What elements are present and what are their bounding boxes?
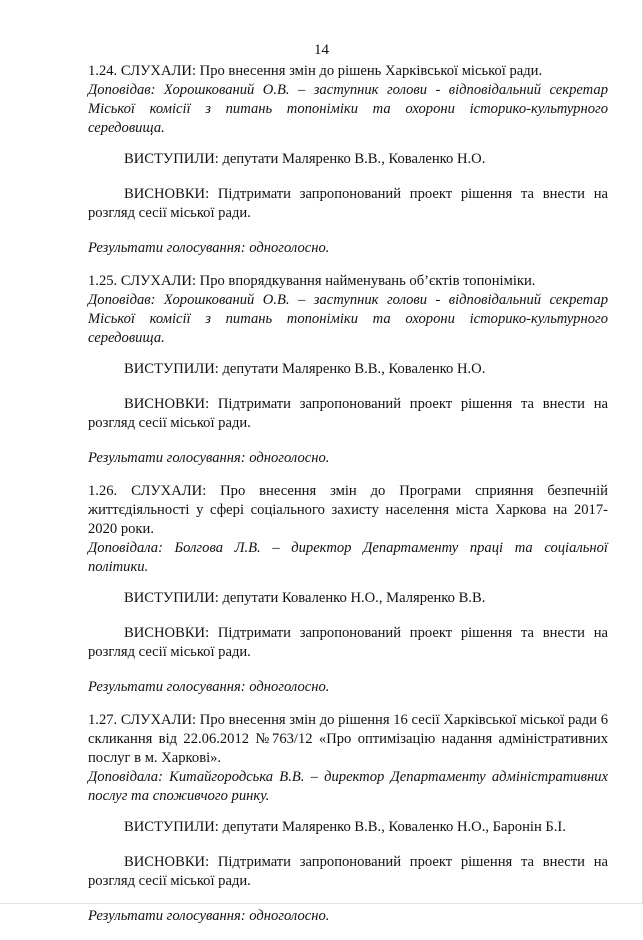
- item-conclusion: ВИСНОВКИ: Підтримати запропонований проект рішення та внести на розгляд сесії міської ради.: [88, 625, 608, 660]
- item-speaker: Доповідала: Болгова Л.В. – директор Департаменту праці та соціальної політики.: [88, 540, 608, 575]
- minutes-content: [88, 62, 608, 940]
- item-speakers-line: ВИСТУПИЛИ: депутати Маляренко В.В., Коваленко Н.О.: [124, 361, 486, 377]
- page-number: 14: [314, 42, 329, 58]
- item-conclusion: ВИСНОВКИ: Підтримати запропонований проект рішення та внести на розгляд сесії міської ради.: [88, 186, 608, 221]
- item-heading: 1.24. СЛУХАЛИ: Про внесення змін до рішень Харківської міської ради.: [88, 63, 543, 79]
- item-heading: 1.26. СЛУХАЛИ: Про внесення змін до Програми сприяння безпечній життєдіяльності у сфері соціального захисту населення міста Харкова на 2017-2020 роки.: [88, 483, 608, 537]
- agenda-item-1-25: [88, 272, 608, 468]
- item-heading: 1.27. СЛУХАЛИ: Про внесення змін до рішення 16 сесії Харківської міської ради 6 скликання від 22.06.2012 №763/12 «Про оптимізацію надання адміністративних послуг в м. Харкові».: [88, 712, 608, 766]
- item-speaker: Доповідав: Хорошкований О.В. – заступник голови - відповідальний секретар Міської комісії з питань топоніміки та охорони історико-культурного середовища.: [88, 82, 608, 136]
- agenda-item-1-26: [88, 482, 608, 697]
- agenda-item-1-24: [88, 62, 608, 258]
- item-conclusion: ВИСНОВКИ: Підтримати запропонований проект рішення та внести на розгляд сесії міської ради.: [88, 396, 608, 431]
- item-vote-result: Результати голосування: одноголосно.: [88, 679, 330, 695]
- item-speaker: Доповідала: Китайгородська В.В. – директор Департаменту адміністративних послуг та споживчого ринку.: [88, 769, 608, 804]
- item-speakers-line: ВИСТУПИЛИ: депутати Маляренко В.В., Коваленко Н.О., Баронін Б.І.: [124, 819, 566, 835]
- item-speakers-line: ВИСТУПИЛИ: депутати Коваленко Н.О., Маляренко В.В.: [124, 590, 486, 606]
- item-vote-result: Результати голосування: одноголосно.: [88, 908, 330, 924]
- item-speakers-line: ВИСТУПИЛИ: депутати Маляренко В.В., Коваленко Н.О.: [124, 151, 486, 167]
- agenda-item-1-27: [88, 711, 608, 926]
- item-vote-result: Результати голосування: одноголосно.: [88, 240, 330, 256]
- item-conclusion: ВИСНОВКИ: Підтримати запропонований проект рішення та внести на розгляд сесії міської ради.: [88, 854, 608, 889]
- item-heading: 1.25. СЛУХАЛИ: Про впорядкування найменувань об’єктів топоніміки.: [88, 273, 536, 289]
- item-vote-result: Результати голосування: одноголосно.: [88, 450, 330, 466]
- item-speaker: Доповідав: Хорошкований О.В. – заступник голови - відповідальний секретар Міської комісії з питань топоніміки та охорони історико-культурного середовища.: [88, 292, 608, 346]
